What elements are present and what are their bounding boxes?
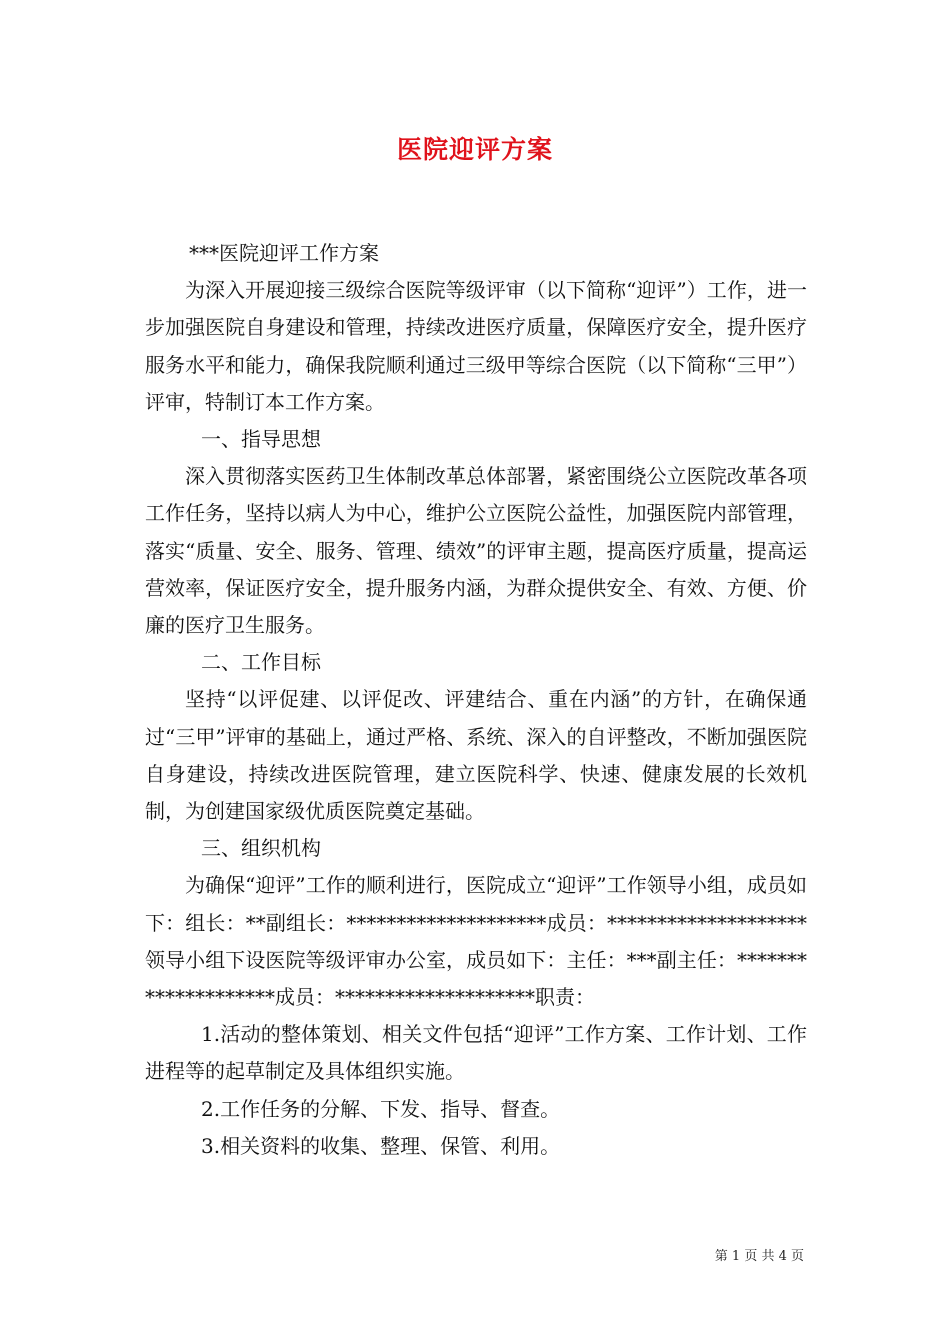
- section-heading-guiding-ideology: 一、指导思想: [201, 427, 321, 452]
- page-number: 第 1 页 共 4 页: [714, 1249, 804, 1264]
- document-subtitle: ***医院迎评工作方案: [189, 241, 379, 265]
- section-paragraph-organization: 为确保“迎评”工作的顺利进行，医院成立“迎评”工作领导小组，成员如下：组长：**副组长：********************成员：********************领导小组下设医院等级评审办公室，成员如下：主任：***副主任：********************成员：********************职责：: [145, 873, 807, 1010]
- section-heading-work-goals: 二、工作目标: [201, 650, 321, 675]
- duty-item: 3.相关资料的收集、整理、保管、利用。: [201, 1133, 561, 1158]
- document-title: 医院迎评方案: [396, 135, 553, 164]
- intro-paragraph: 为深入开展迎接三级综合医院等级评审（以下简称“迎评”）工作，进一步加强医院自身建设和管理，持续改进医疗质量，保障医疗安全，提升医疗服务水平和能力，确保我院顺利通过三级甲等综合医院（以下简称“三甲”）评审，特制订本工作方案。: [145, 278, 807, 414]
- section-paragraph-guiding-ideology: 深入贯彻落实医药卫生体制改革总体部署，紧密围绕公立医院改革各项工作任务，坚持以病人为中心，维护公立医院公益性，加强医院内部管理，落实“质量、安全、服务、管理、绩效”的评审主题，提高医疗质量，提高运营效率，保证医疗安全，提升服务内涵，为群众提供安全、有效、方便、价廉的医疗卫生服务。: [145, 464, 807, 638]
- duty-item: 2.工作任务的分解、下发、指导、督查。: [201, 1096, 561, 1121]
- document-body: [145, 235, 807, 1165]
- section-heading-organization: 三、组织机构: [201, 836, 321, 861]
- duty-item: 1.活动的整体策划、相关文件包括“迎评”工作方案、工作计划、工作进程等的起草制定及具体组织实施。: [145, 1022, 807, 1084]
- section-paragraph-work-goals: 坚持“以评促建、以评促改、评建结合、重在内涵”的方针，在确保通过“三甲”评审的基础上，通过严格、系统、深入的自评整改，不断加强医院自身建设，持续改进医院管理，建立医院科学、快速、健康发展的长效机制，为创建国家级优质医院奠定基础。: [145, 687, 807, 824]
